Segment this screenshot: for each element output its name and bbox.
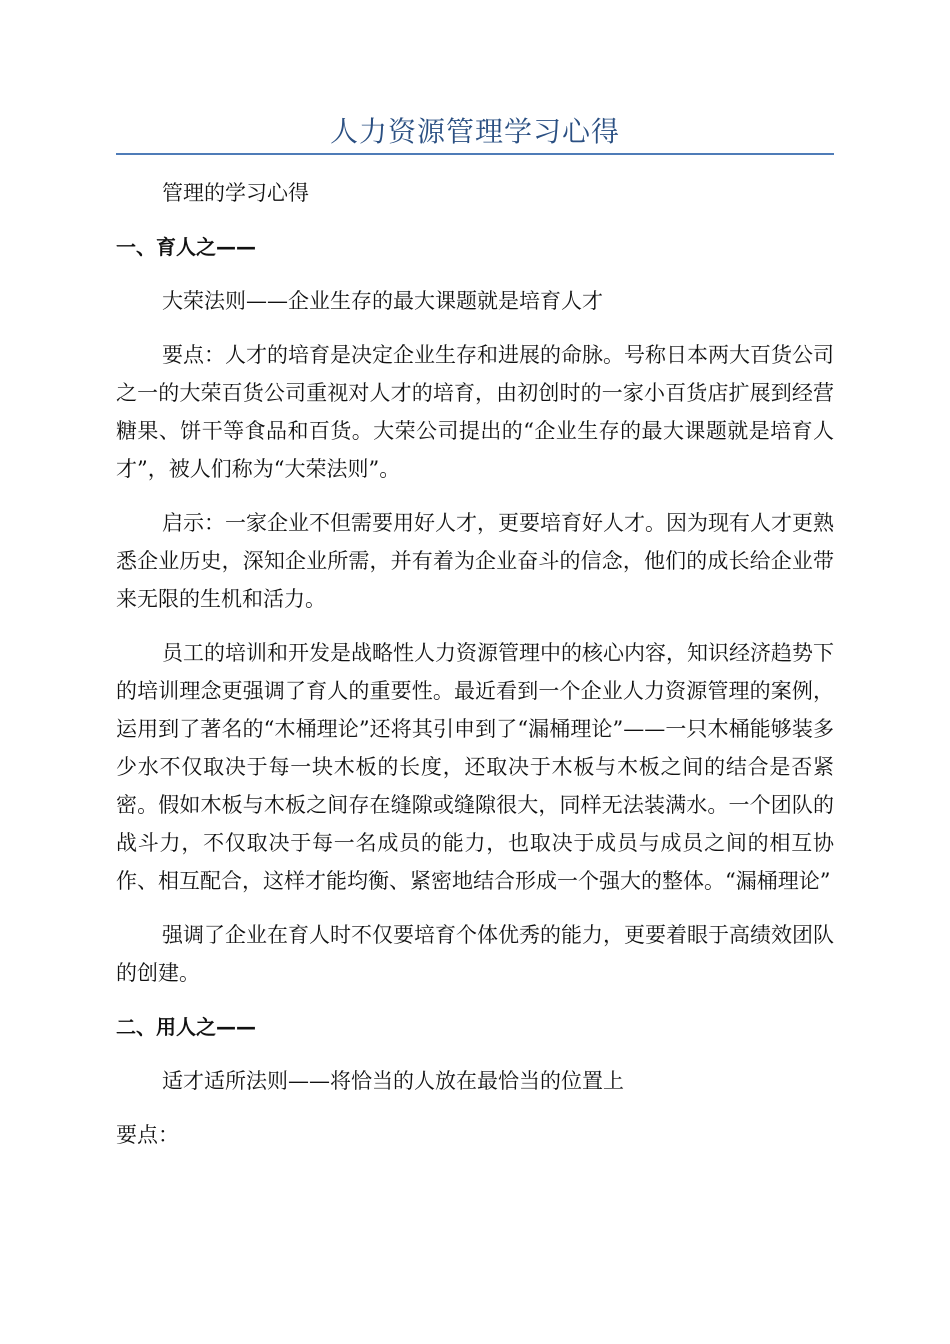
- title-underline: [116, 153, 834, 155]
- training-paragraph: 员工的培训和开发是战略性人力资源管理中的核心内容，知识经济趋势下的培训理念更强调了育人的重要性。最近看到一个企业人力资源管理的案例，运用到了著名的“木桶理论”还将其引申到了“漏桶理论”——一只木桶能够装多少水不仅取决于每一块木板的长度，还取决于木板与木板之间的结合是否紧密。假如木板与木板之间存在缝隙或缝隙很大，同样无法装满水。一个团队的战斗力，不仅取决于每一名成员的能力，也取决于成员与成员之间的相互协作、相互配合，这样才能均衡、紧密地结合形成一个强大的整体。“漏桶理论”: [116, 641, 834, 893]
- section-heading-2: 二、用人之——: [116, 1015, 256, 1039]
- subtitle-paragraph: 管理的学习心得: [162, 181, 309, 205]
- emphasis-paragraph: 强调了企业在育人时不仅要培育个体优秀的能力，更要着眼于高绩效团队的创建。: [116, 923, 834, 985]
- insight-paragraph: 启示：一家企业不但需要用好人才，更要培育好人才。因为现有人才更熟悉企业历史，深知企业所需，并有着为企业奋斗的信念，他们的成长给企业带来无限的生机和活力。: [116, 511, 834, 611]
- key-points-paragraph-1: 要点：人才的培育是决定企业生存和进展的命脉。号称日本两大百货公司之一的大荣百货公司重视对人才的培育，由初创时的一家小百货店扩展到经营糖果、饼干等食品和百货。大荣公司提出的“企业生存的最大课题就是培育人才”，被人们称为“大荣法则”。: [116, 343, 834, 481]
- section-heading-1: 一、育人之——: [116, 235, 256, 259]
- key-points-label: 要点：: [116, 1123, 179, 1147]
- rule-paragraph-1: 大荣法则——企业生存的最大课题就是培育人才: [162, 289, 603, 313]
- rule-paragraph-2: 适才适所法则——将恰当的人放在最恰当的位置上: [162, 1069, 624, 1093]
- document-title: 人力资源管理学习心得: [329, 115, 620, 148]
- document-body: [116, 170, 834, 1154]
